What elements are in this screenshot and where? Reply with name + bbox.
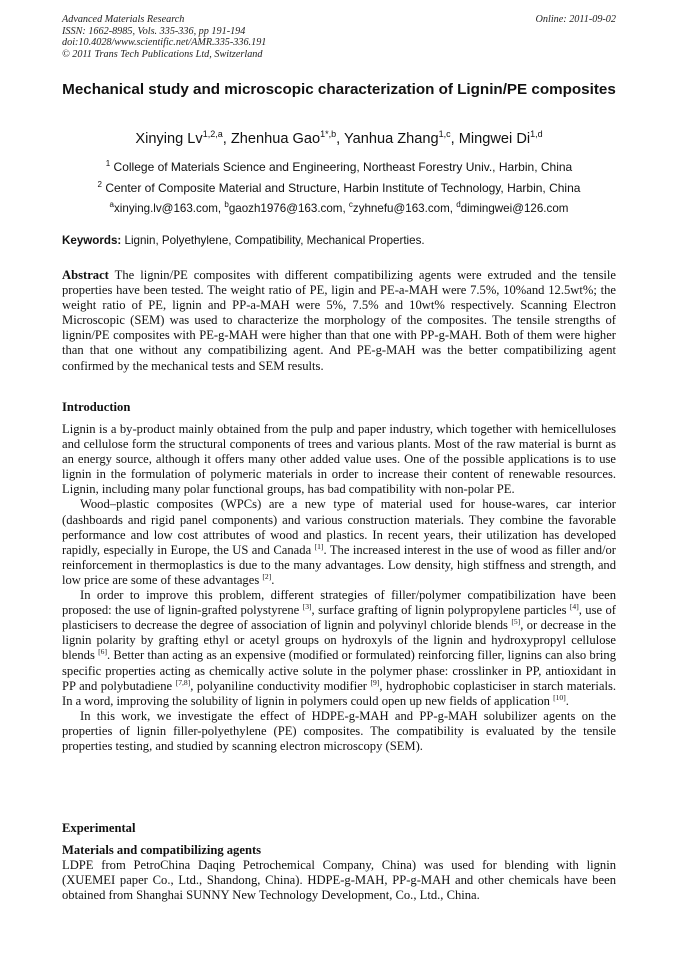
author-list <box>62 124 616 149</box>
citation-ref[interactable]: [7,8] <box>175 677 191 687</box>
intro-paragraph <box>62 422 616 497</box>
email-link[interactable]: gaozh1976@163.com, <box>228 201 349 215</box>
author: Zhenhua Gao$^{1*,b}$, <box>230 129 344 147</box>
citation-ref[interactable]: [4] <box>569 601 579 611</box>
materials-subheading: Materials and compatibilizing agents <box>62 843 262 857</box>
intro-paragraph <box>62 588 616 709</box>
issn-line: ISSN: 1662-8985, Vols. 335-336, pp 191-194 <box>62 25 246 37</box>
journal-name: Advanced Materials Research <box>62 14 185 25</box>
author: Mingwei Di$^{1,d}$ <box>458 129 543 147</box>
doi-line: doi:10.4028/www.scientific.net/AMR.335-336.191 <box>62 37 267 49</box>
introduction-body <box>62 422 616 754</box>
copyright-line: © 2011 Trans Tech Publications Ltd, Switzerland <box>62 48 263 60</box>
intro-text: In order to improve this problem, different strategies of filler/polymer compatibilization have been proposed: the use of lignin-grafted polystyrene <box>62 588 616 618</box>
intro-text: . Better than acting as an expensive (modified or formulated) reinforcing filler, lignins can also bring specific properties acting as chemically active solute in the polymer phase: crosslinker in PP, antioxidant in PP and polybutadiene <box>62 648 616 693</box>
keywords <box>62 234 616 248</box>
affiliation-1: $^1$ College of Materials Science and Engineering, Northeast Forestry Univ., Harbin, China <box>105 159 573 174</box>
intro-text: Lignin is a by-product mainly obtained from the pulp and paper industry, which together with hemicelluloses and cellulose form the structural components of trees and various plants. Most of the raw material is burnt as an energy source, although it offers many other added value uses. One of the possible applications is to use lignin in the formulation of polymeric materials in order to increase their content of renewable resources. Lignin, including many polar functional groups, has bad compatibility with non-polar PE. <box>62 422 616 497</box>
intro-text: , polyaniline conductivity modifier <box>190 678 371 693</box>
citation-ref[interactable]: [9] <box>370 677 380 687</box>
citation-ref[interactable]: [3] <box>302 601 312 611</box>
email-link[interactable]: zyhnefu@163.com, <box>352 201 457 215</box>
intro-text: . <box>271 572 275 587</box>
author-emails: $^a$xinying.lv@163.com, $^b$gaozh1976@163.com, $^c$zyhnefu@163.com, $^d$dimingwei@126.com <box>109 200 569 215</box>
citation-ref[interactable]: [10] <box>553 692 566 702</box>
paper-title: Mechanical study and microscopic characterization of Lignin/PE composites <box>62 81 616 98</box>
citation-ref[interactable]: [2] <box>262 571 272 581</box>
author: Xinying Lv$^{1,2,a}$, <box>135 129 231 147</box>
abstract-text: The lignin/PE composites with different compatibilizing agents were extruded and the tensile properties have been tested. The weight ratio of PE, ligin and PE-a-MAH were 7.5%, 10%and 12.5wt%; the weight ratio of PE, lignin and PP-a-MAH were 5%, 7.5% and 10wt% respectively. Scanning Electron Microscopic (SEM) was used to characterize the morphology of the composites. The tensile strengths of lignin/PE composites with PE-g-MAH were higher than that one with PP-g-MAH. Both of them were higher than that one without any compatibilizing agent. And PE-g-MAH was the better compatibilizing agent confirmed by the mechanical tests and SEM results. <box>62 268 616 373</box>
intro-paragraph <box>62 497 616 588</box>
intro-text: . The increased interest in the use of wood as filler and/or reinforcement in thermoplastics is due to the many advantages. Low density, high stiffness and strength, and low price are some of these advantages <box>62 542 616 587</box>
journal-header <box>62 14 266 60</box>
abstract-label: Abstract <box>62 268 109 282</box>
keywords-label: Keywords: <box>62 234 122 247</box>
citation-ref[interactable]: [1] <box>314 541 324 551</box>
intro-text: , hydrophobic coplasticiser in starch materials. In a word, improving the solubility of lignin in polymers could open up new fields of application <box>62 678 616 708</box>
email-link[interactable]: dimingwei@126.com <box>460 201 569 215</box>
email-link[interactable]: xinying.lv@163.com, <box>114 201 225 215</box>
author: Yanhua Zhang$^{1,c}$, <box>343 129 459 147</box>
intro-paragraph <box>62 709 616 754</box>
experimental-heading: Experimental <box>62 821 136 835</box>
keywords-text: Lignin, Polyethylene, Compatibility, Mechanical Properties. <box>121 234 425 247</box>
intro-text: . <box>565 693 569 708</box>
intro-text: , use of plasticisers to decrease the degree of association of lignin and polyvinyl chloride blends <box>62 603 616 633</box>
intro-text: In this work, we investigate the effect of HDPE-g-MAH and PP-g-MAH solubilizer agents on the properties of lignin filler-polyethylene (PE) composites. The compatibility is evaluated by the tensile properties testing, and studied by scanning electron microscopy (SEM). <box>62 708 616 753</box>
intro-text: Wood–plastic composites (WPCs) are a new type of material used for house-wares, car interior (dashboards and rigid panel components) and various construction materials. They combine the favorable performance and low cost attributes of wood and plastics. In recent years, their utilization has developed rapidly, especially in Europe, the US and Canada <box>62 497 616 557</box>
online-date: Online: 2011-09-02 <box>535 14 616 25</box>
introduction-heading: Introduction <box>62 400 131 414</box>
intro-text: , surface grafting of lignin polypropylene particles <box>311 603 570 618</box>
affiliation-2: $^2$ Center of Composite Material and Structure, Harbin Institute of Technology, Harbin, China <box>97 180 581 195</box>
abstract <box>62 268 616 374</box>
citation-ref[interactable]: [5] <box>511 617 521 627</box>
materials-text: LDPE from PetroChina Daqing Petrochemical Company, China) was used for blending with lignin (XUEMEI paper Co., Ltd., Shandong, China). HDPE-g-MAH, PP-g-MAH and other chemicals have been obtained from Shanghai SUNNY New Technology Development, Co., Ltd., China. <box>62 858 616 903</box>
citation-ref[interactable]: [6] <box>98 647 107 657</box>
intro-text: , or decrease in the lignin polarity by grafting ethyl or acetyl groups on hydroxyls of the lignin and hydroxypropyl cellulose blends <box>62 618 616 663</box>
